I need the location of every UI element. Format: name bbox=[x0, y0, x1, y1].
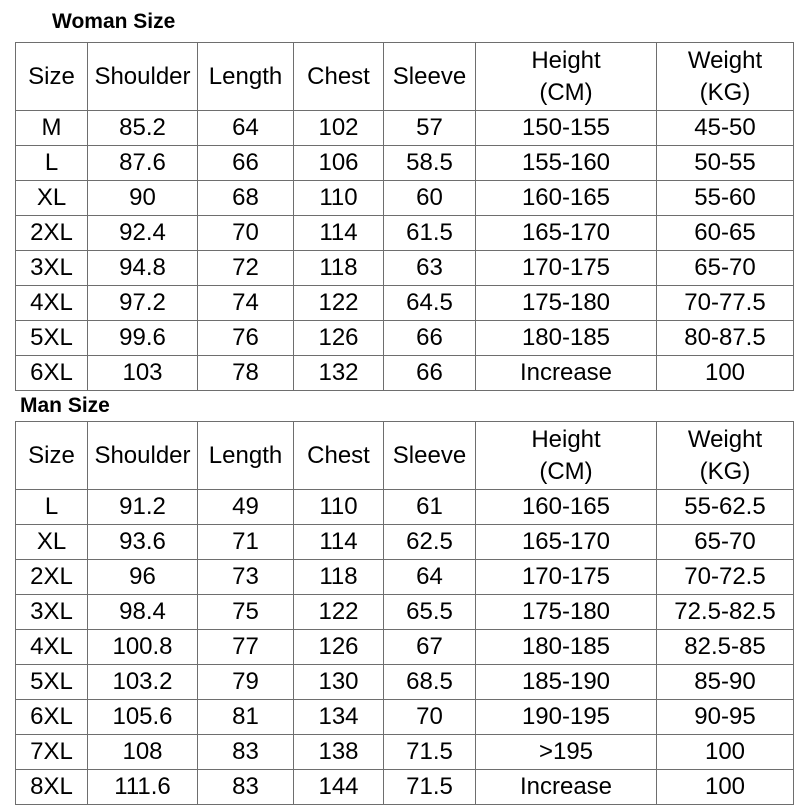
cell-sleeve: 62.5 bbox=[384, 525, 476, 560]
table-body bbox=[16, 111, 794, 391]
cell-shoulder: 100.8 bbox=[88, 630, 198, 665]
column-header-weight bbox=[657, 43, 794, 111]
cell-size: 2XL bbox=[16, 216, 88, 251]
cell-length: 73 bbox=[198, 560, 294, 595]
cell-size: 8XL bbox=[16, 770, 88, 805]
cell-chest: 102 bbox=[294, 111, 384, 146]
cell-sleeve: 61.5 bbox=[384, 216, 476, 251]
man-size-title: Man Size bbox=[20, 394, 110, 417]
table-row bbox=[16, 525, 794, 560]
cell-height: 170-175 bbox=[476, 560, 657, 595]
cell-weight: 55-60 bbox=[657, 181, 794, 216]
cell-sleeve: 60 bbox=[384, 181, 476, 216]
cell-size: L bbox=[16, 146, 88, 181]
cell-length: 77 bbox=[198, 630, 294, 665]
cell-height: >195 bbox=[476, 735, 657, 770]
cell-sleeve: 58.5 bbox=[384, 146, 476, 181]
column-header-size bbox=[16, 43, 88, 111]
header-row bbox=[16, 422, 794, 490]
cell-weight: 65-70 bbox=[657, 525, 794, 560]
table-row bbox=[16, 595, 794, 630]
table-row bbox=[16, 700, 794, 735]
cell-height: 185-190 bbox=[476, 665, 657, 700]
column-header-sleeve bbox=[384, 422, 476, 490]
cell-weight: 85-90 bbox=[657, 665, 794, 700]
table-row bbox=[16, 111, 794, 146]
cell-chest: 122 bbox=[294, 595, 384, 630]
cell-chest: 132 bbox=[294, 356, 384, 391]
column-header-label: Sleeve bbox=[392, 441, 467, 469]
cell-shoulder: 87.6 bbox=[88, 146, 198, 181]
cell-weight: 100 bbox=[657, 735, 794, 770]
cell-height: 180-185 bbox=[476, 630, 657, 665]
cell-shoulder: 111.6 bbox=[88, 770, 198, 805]
cell-shoulder: 103 bbox=[88, 356, 198, 391]
cell-sleeve: 65.5 bbox=[384, 595, 476, 630]
cell-shoulder: 98.4 bbox=[88, 595, 198, 630]
cell-length: 83 bbox=[198, 735, 294, 770]
cell-shoulder: 94.8 bbox=[88, 251, 198, 286]
cell-length: 72 bbox=[198, 251, 294, 286]
woman-size-table bbox=[15, 42, 794, 391]
column-header-chest bbox=[294, 43, 384, 111]
cell-size: XL bbox=[16, 181, 88, 216]
column-header-label: Chest bbox=[307, 441, 370, 469]
cell-height: 165-170 bbox=[476, 216, 657, 251]
cell-sleeve: 68.5 bbox=[384, 665, 476, 700]
cell-height: Increase bbox=[476, 770, 657, 805]
cell-shoulder: 103.2 bbox=[88, 665, 198, 700]
cell-chest: 114 bbox=[294, 525, 384, 560]
cell-weight: 50-55 bbox=[657, 146, 794, 181]
cell-weight: 70-77.5 bbox=[657, 286, 794, 321]
cell-size: 3XL bbox=[16, 595, 88, 630]
cell-height: 180-185 bbox=[476, 321, 657, 356]
cell-sleeve: 57 bbox=[384, 111, 476, 146]
table-row bbox=[16, 770, 794, 805]
cell-weight: 55-62.5 bbox=[657, 490, 794, 525]
table-row bbox=[16, 490, 794, 525]
cell-shoulder: 85.2 bbox=[88, 111, 198, 146]
header-row bbox=[16, 43, 794, 111]
cell-size: 7XL bbox=[16, 735, 88, 770]
cell-height: 160-165 bbox=[476, 490, 657, 525]
cell-length: 71 bbox=[198, 525, 294, 560]
cell-height: Increase bbox=[476, 356, 657, 391]
cell-size: 5XL bbox=[16, 321, 88, 356]
cell-size: 6XL bbox=[16, 356, 88, 391]
cell-sleeve: 66 bbox=[384, 321, 476, 356]
cell-weight: 45-50 bbox=[657, 111, 794, 146]
cell-length: 81 bbox=[198, 700, 294, 735]
column-header-label: Length bbox=[208, 62, 283, 90]
column-header-label: Size bbox=[28, 441, 75, 469]
cell-sleeve: 70 bbox=[384, 700, 476, 735]
table-row bbox=[16, 735, 794, 770]
cell-chest: 144 bbox=[294, 770, 384, 805]
cell-weight: 100 bbox=[657, 770, 794, 805]
cell-shoulder: 93.6 bbox=[88, 525, 198, 560]
cell-size: 4XL bbox=[16, 630, 88, 665]
table-row bbox=[16, 356, 794, 391]
cell-chest: 130 bbox=[294, 665, 384, 700]
cell-chest: 126 bbox=[294, 321, 384, 356]
column-header-length bbox=[198, 43, 294, 111]
cell-length: 64 bbox=[198, 111, 294, 146]
cell-height: 175-180 bbox=[476, 595, 657, 630]
cell-length: 75 bbox=[198, 595, 294, 630]
column-header-label: Sleeve bbox=[392, 62, 467, 90]
cell-chest: 122 bbox=[294, 286, 384, 321]
cell-size: 5XL bbox=[16, 665, 88, 700]
cell-size: 3XL bbox=[16, 251, 88, 286]
cell-weight: 65-70 bbox=[657, 251, 794, 286]
cell-size: 2XL bbox=[16, 560, 88, 595]
cell-weight: 82.5-85 bbox=[657, 630, 794, 665]
column-header-height bbox=[476, 43, 657, 111]
cell-chest: 106 bbox=[294, 146, 384, 181]
cell-shoulder: 99.6 bbox=[88, 321, 198, 356]
cell-sleeve: 71.5 bbox=[384, 770, 476, 805]
cell-length: 76 bbox=[198, 321, 294, 356]
cell-length: 74 bbox=[198, 286, 294, 321]
column-header-weight bbox=[657, 422, 794, 490]
cell-weight: 80-87.5 bbox=[657, 321, 794, 356]
cell-chest: 118 bbox=[294, 251, 384, 286]
cell-height: 175-180 bbox=[476, 286, 657, 321]
cell-size: M bbox=[16, 111, 88, 146]
cell-shoulder: 108 bbox=[88, 735, 198, 770]
column-header-label: Height (CM) bbox=[531, 425, 601, 485]
cell-sleeve: 67 bbox=[384, 630, 476, 665]
cell-length: 70 bbox=[198, 216, 294, 251]
cell-length: 49 bbox=[198, 490, 294, 525]
table-body bbox=[16, 490, 794, 805]
cell-length: 79 bbox=[198, 665, 294, 700]
column-header-shoulder bbox=[88, 43, 198, 111]
cell-shoulder: 90 bbox=[88, 181, 198, 216]
cell-chest: 126 bbox=[294, 630, 384, 665]
cell-size: 4XL bbox=[16, 286, 88, 321]
cell-sleeve: 64 bbox=[384, 560, 476, 595]
cell-sleeve: 64.5 bbox=[384, 286, 476, 321]
cell-shoulder: 97.2 bbox=[88, 286, 198, 321]
woman-size-title: Woman Size bbox=[52, 10, 176, 33]
column-header-sleeve bbox=[384, 43, 476, 111]
column-header-size bbox=[16, 422, 88, 490]
cell-height: 170-175 bbox=[476, 251, 657, 286]
cell-chest: 138 bbox=[294, 735, 384, 770]
column-header-chest bbox=[294, 422, 384, 490]
column-header-label: Length bbox=[208, 441, 283, 469]
cell-length: 83 bbox=[198, 770, 294, 805]
cell-shoulder: 96 bbox=[88, 560, 198, 595]
cell-weight: 100 bbox=[657, 356, 794, 391]
cell-shoulder: 91.2 bbox=[88, 490, 198, 525]
column-header-label: Chest bbox=[307, 62, 370, 90]
column-header-label: Size bbox=[28, 62, 75, 90]
cell-height: 150-155 bbox=[476, 111, 657, 146]
table-row bbox=[16, 665, 794, 700]
cell-sleeve: 71.5 bbox=[384, 735, 476, 770]
column-header-label: Shoulder bbox=[94, 62, 191, 90]
cell-chest: 110 bbox=[294, 181, 384, 216]
table-row bbox=[16, 630, 794, 665]
column-header-shoulder bbox=[88, 422, 198, 490]
column-header-label: Weight (KG) bbox=[687, 425, 763, 485]
cell-shoulder: 92.4 bbox=[88, 216, 198, 251]
table-row bbox=[16, 216, 794, 251]
column-header-label: Height (CM) bbox=[531, 46, 601, 106]
cell-sleeve: 61 bbox=[384, 490, 476, 525]
column-header-label: Shoulder bbox=[94, 441, 191, 469]
cell-length: 68 bbox=[198, 181, 294, 216]
cell-chest: 134 bbox=[294, 700, 384, 735]
cell-height: 165-170 bbox=[476, 525, 657, 560]
table-row bbox=[16, 560, 794, 595]
cell-shoulder: 105.6 bbox=[88, 700, 198, 735]
cell-size: L bbox=[16, 490, 88, 525]
column-header-label: Weight (KG) bbox=[687, 46, 763, 106]
cell-chest: 110 bbox=[294, 490, 384, 525]
cell-sleeve: 63 bbox=[384, 251, 476, 286]
cell-size: XL bbox=[16, 525, 88, 560]
table-row bbox=[16, 286, 794, 321]
cell-weight: 72.5-82.5 bbox=[657, 595, 794, 630]
table-row bbox=[16, 251, 794, 286]
cell-height: 155-160 bbox=[476, 146, 657, 181]
table-row bbox=[16, 181, 794, 216]
cell-weight: 60-65 bbox=[657, 216, 794, 251]
cell-sleeve: 66 bbox=[384, 356, 476, 391]
cell-length: 78 bbox=[198, 356, 294, 391]
cell-weight: 90-95 bbox=[657, 700, 794, 735]
table-row bbox=[16, 146, 794, 181]
column-header-height bbox=[476, 422, 657, 490]
table-header bbox=[16, 43, 794, 111]
cell-chest: 114 bbox=[294, 216, 384, 251]
table-header bbox=[16, 422, 794, 490]
column-header-length bbox=[198, 422, 294, 490]
cell-weight: 70-72.5 bbox=[657, 560, 794, 595]
table-row bbox=[16, 321, 794, 356]
cell-size: 6XL bbox=[16, 700, 88, 735]
man-size-table bbox=[15, 421, 794, 805]
cell-chest: 118 bbox=[294, 560, 384, 595]
cell-height: 190-195 bbox=[476, 700, 657, 735]
cell-height: 160-165 bbox=[476, 181, 657, 216]
cell-length: 66 bbox=[198, 146, 294, 181]
